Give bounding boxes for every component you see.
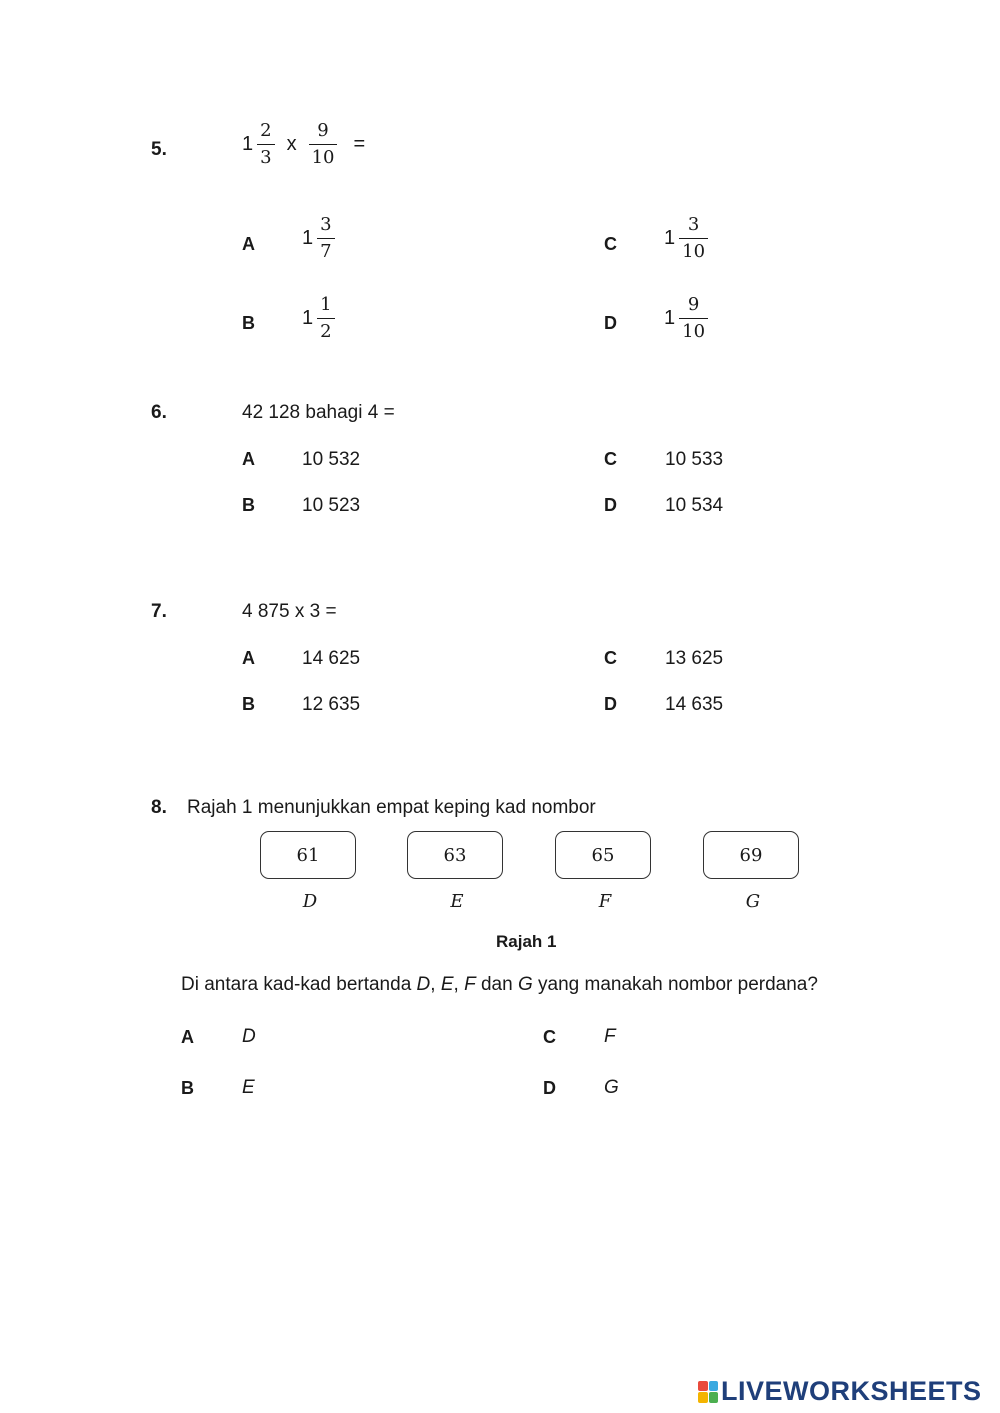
figure-caption: Rajah 1 [496, 932, 557, 951]
number-card-d: 61 [260, 831, 356, 879]
q5-option-b-fraction: $\frac{1}{2}$ [317, 296, 334, 341]
question-8-intro: Rajah 1 menunjukkan empat keping kad nombor [187, 797, 596, 818]
card-label-e: E [450, 891, 464, 912]
q5-option-b-letter: B [242, 313, 255, 333]
q5-operator: x [286, 133, 297, 155]
q7-option-a-letter: A [242, 648, 255, 668]
q8-option-b[interactable]: E [242, 1077, 255, 1098]
question-7-number: 7. [151, 601, 167, 622]
q5-option-c-letter: C [604, 234, 617, 254]
q8-option-a[interactable]: D [242, 1026, 256, 1047]
q7-option-c[interactable]: 13 625 [665, 648, 724, 669]
q5-equals: = [353, 133, 366, 155]
q6-option-c[interactable]: 10 533 [665, 449, 724, 470]
number-card-e: 63 [407, 831, 503, 879]
logo-mark-icon [698, 1381, 718, 1403]
q8-option-d[interactable]: G [604, 1077, 619, 1098]
q5-option-c[interactable]: 1 $\frac{3}{10}$ [664, 216, 708, 261]
q5-whole-1: 1 [242, 133, 254, 155]
logo-square-1 [698, 1381, 708, 1392]
card-label-g: G [745, 891, 761, 912]
q5-option-a-fraction: $\frac{3}{7}$ [317, 216, 334, 261]
q5-option-a-letter: A [242, 234, 255, 254]
q5-option-a[interactable]: 1 $\frac{3}{7}$ [302, 216, 335, 261]
q7-option-b[interactable]: 12 635 [302, 694, 361, 715]
question-8-number: 8. [151, 797, 167, 818]
question-7-text: 4 875 x 3 = [242, 601, 337, 622]
liveworksheets-logo[interactable] [698, 1376, 982, 1407]
q7-option-d[interactable]: 14 635 [665, 694, 724, 715]
q8-option-d-letter: D [543, 1078, 556, 1098]
q8-option-c-letter: C [543, 1027, 556, 1047]
card-label-f: F [598, 891, 612, 912]
question-8-text: Di antara kad-kad bertanda D, E, F dan G yang manakah nombor perdana? [181, 974, 818, 995]
q6-option-a-letter: A [242, 449, 255, 469]
logo-text: LIVEWORKSHEETS [721, 1376, 982, 1406]
logo-square-4 [709, 1392, 719, 1403]
q6-option-b[interactable]: 10 523 [302, 495, 361, 516]
q6-option-d[interactable]: 10 534 [665, 495, 724, 516]
number-card-f: 65 [555, 831, 651, 879]
q6-option-b-letter: B [242, 495, 255, 515]
question-6-number: 6. [151, 402, 167, 423]
logo-square-3 [698, 1392, 708, 1403]
q5-option-b[interactable]: 1 $\frac{1}{2}$ [302, 296, 335, 341]
q5-option-d-fraction: $\frac{9}{10}$ [679, 296, 708, 341]
logo-square-2 [709, 1381, 719, 1392]
q6-option-c-letter: C [604, 449, 617, 469]
q5-fraction-2: $\frac{9}{10}$ [309, 122, 338, 167]
q5-option-c-fraction: $\frac{3}{10}$ [679, 216, 708, 261]
q6-option-d-letter: D [604, 495, 617, 515]
q5-option-d[interactable]: 1 $\frac{9}{10}$ [664, 296, 708, 341]
question-5-number: 5. [151, 139, 167, 160]
card-label-d: D [302, 891, 318, 912]
number-card-g: 69 [703, 831, 799, 879]
q7-option-c-letter: C [604, 648, 617, 668]
question-5-expression [242, 122, 365, 167]
q7-option-a[interactable]: 14 625 [302, 648, 361, 669]
q7-option-d-letter: D [604, 694, 617, 714]
q8-option-c[interactable]: F [604, 1026, 616, 1047]
q5-fraction-1: $\frac{2}{3}$ [257, 122, 274, 167]
q5-option-d-letter: D [604, 313, 617, 333]
q7-option-b-letter: B [242, 694, 255, 714]
q8-option-b-letter: B [181, 1078, 194, 1098]
q6-option-a[interactable]: 10 532 [302, 449, 361, 470]
question-6-text: 42 128 bahagi 4 = [242, 402, 395, 423]
q8-option-a-letter: A [181, 1027, 194, 1047]
